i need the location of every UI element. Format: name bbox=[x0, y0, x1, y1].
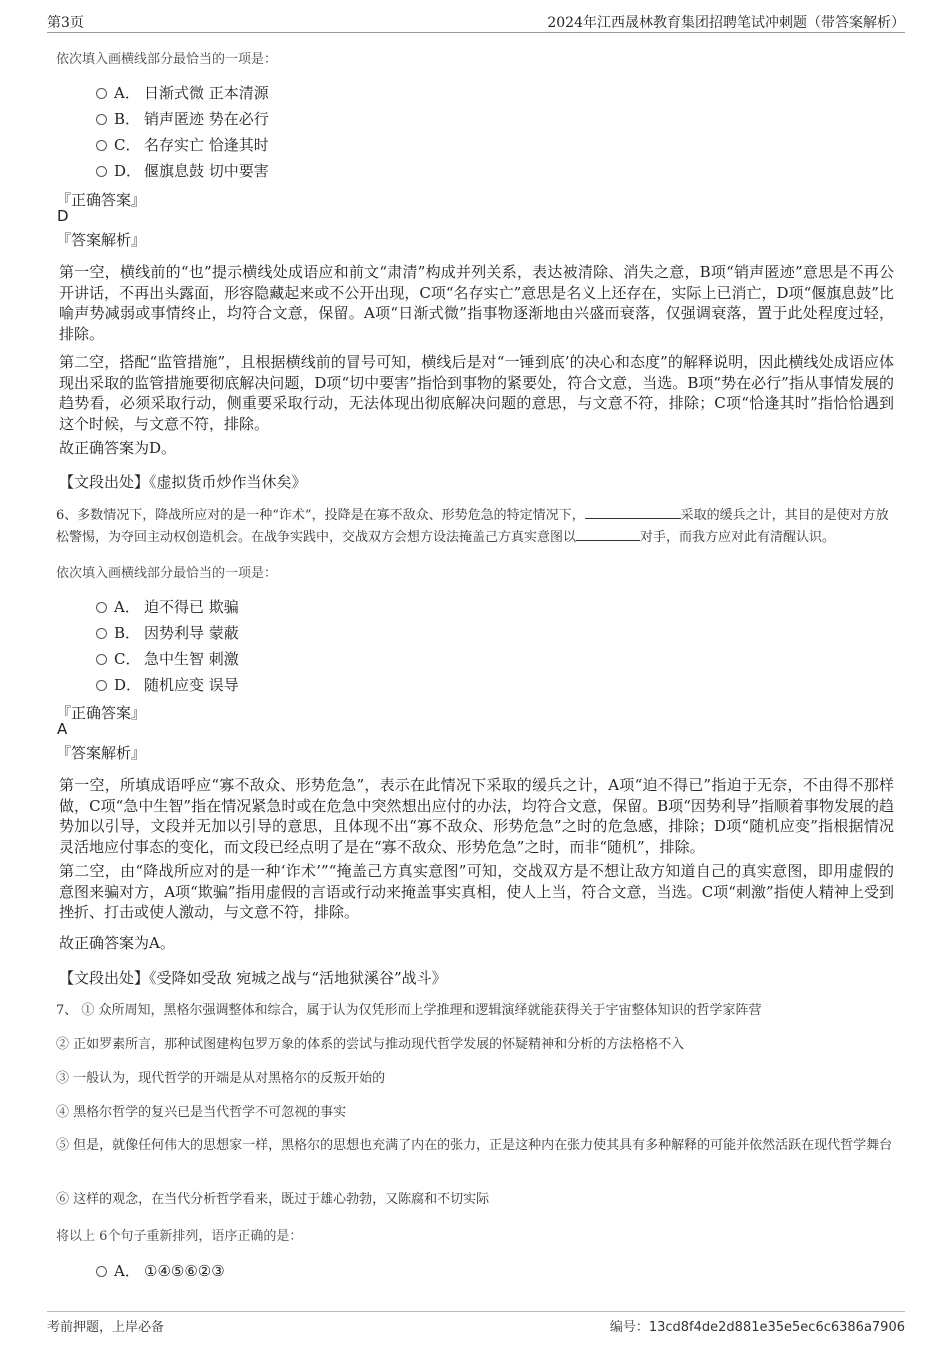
blank-2 bbox=[576, 528, 640, 541]
q5-option-a[interactable]: A． 日渐式微 正本清源 bbox=[96, 82, 269, 104]
q6-answer-label: 『正确答案』 bbox=[56, 704, 147, 722]
q5-option-c[interactable]: C． 名存实亡 恰逢其时 bbox=[96, 134, 269, 156]
q7-option-a[interactable]: A． ①④⑤⑥②③ bbox=[96, 1260, 225, 1282]
q7-sentence-3: ③ 一般认为，现代哲学的开端是从对黑格尔的反叛开始的 bbox=[56, 1071, 386, 1086]
q5-prompt: 依次填入画横线部分最恰当的一项是： bbox=[56, 52, 278, 67]
q5-answer-label: 『正确答案』 bbox=[56, 191, 147, 209]
page-number: 第3页 bbox=[47, 15, 84, 31]
document-code: 编号：13cd8f4de2d881e35e5ec6c6386a7906 bbox=[609, 1320, 905, 1335]
q5-analysis-paragraph-1: 第一空，横线前的“也”提示横线处成语应和前文“肃清”构成并列关系，表达被清除、消失之意，B项“销声匿迹”意思是不再公开讲话，不再出头露面，形容隐藏起来或不公开出现，C项“名存实亡”意思是名义上还存在，实际上已消亡，D项“偃旗息鼓”比喻声势减弱或事情终止，均符合文意，保留。A项“日渐式微”指事物逐渐地由兴盛而衰落，仅强调衰落，置于此处程度过轻，排除。 bbox=[59, 263, 894, 343]
q6-analysis-paragraph-1: 第一空，所填成语呼应“寡不敌众、形势危急”，表示在此情况下采取的缓兵之计，A项“迫不得已”指迫于无奈，不由得不那样做，C项“急中生智”指在情况紧急时或在危急中突然想出应付的办法，均符合文意，保留。B项“因势利导”指顺着事物发展的趋势加以引导，文段并无加以引导的意思，且体现不出“寡不敌众、形势危急”之时的危急感，排除；D项“随机应变”指根据情况灵活地应付事态的变化，而文段已经点明了是在“寡不敌众、形势危急”之时，而非“随机”，排除。 bbox=[59, 776, 894, 856]
document-title: 2024年江西晟林教育集团招聘笔试冲刺题（带答案解析） bbox=[547, 15, 905, 31]
q7-sentence-4: ④ 黑格尔哲学的复兴已是当代哲学不可忽视的事实 bbox=[56, 1105, 347, 1120]
q7-sentence-2: ② 正如罗素所言，那种试图建构包罗万象的体系的尝试与推动现代哲学发展的怀疑精神和分析的方法格格不入 bbox=[56, 1037, 685, 1052]
q7-prompt: 将以上 6个句子重新排列，语序正确的是： bbox=[56, 1229, 303, 1244]
q7-sentence-5: ⑤ 但是，就像任何伟大的思想家一样，黑格尔的思想也充满了内在的张力，正是这种内在张力使其具有多种解释的可能并依然活跃在现代哲学舞台 bbox=[56, 1138, 893, 1153]
q5-source: 【文段出处】《虚拟货币炒作当休矣》 bbox=[59, 473, 307, 491]
radio-icon[interactable] bbox=[96, 654, 107, 665]
page-footer bbox=[47, 1311, 905, 1338]
q6-prompt: 依次填入画横线部分最恰当的一项是： bbox=[56, 566, 278, 581]
q5-option-b[interactable]: B． 销声匿迹 势在必行 bbox=[96, 108, 269, 130]
q6-option-a[interactable]: A． 迫不得已 欺骗 bbox=[96, 596, 239, 618]
blank-1 bbox=[585, 506, 681, 519]
q6-option-c[interactable]: C． 急中生智 刺激 bbox=[96, 648, 239, 670]
q7-sentence-1: 7、 ① 众所周知，黑格尔强调整体和综合，属于认为仅凭形而上学推理和逻辑演绎就能获得关于宇宙整体知识的哲学家阵营 bbox=[56, 1003, 762, 1018]
page-header bbox=[47, 10, 905, 33]
radio-icon[interactable] bbox=[96, 628, 107, 639]
q6-analysis-label: 『答案解析』 bbox=[56, 744, 147, 762]
q5-conclusion: 故正确答案为D。 bbox=[59, 439, 177, 457]
radio-icon[interactable] bbox=[96, 114, 107, 125]
q5-answer: D bbox=[57, 207, 69, 225]
radio-icon[interactable] bbox=[96, 166, 107, 177]
q6-question-text: 6、多数情况下，降战所应对的是一种“诈术”，投降是在寡不敌众、形势危急的特定情况下， 采取的缓兵之计，其目的是使对方放松警惕，为夺回主动权创造机会。在战争实践中，交战双方会想方设法掩盖己方真实意图以 对手，而我方应对此有清醒认识。 bbox=[56, 508, 889, 545]
radio-icon[interactable] bbox=[96, 680, 107, 691]
q6-analysis-paragraph-2: 第二空，由“降战所应对的是一种‘诈术’”“掩盖己方真实意图”可知，交战双方是不想让敌方知道自己的真实意图，即用虚假的意图来骗对方，A项“欺骗”指用虚假的言语或行动来掩盖事实真相，使人上当，符合文意，当选。C项“刺激”指使人精神上受到挫折、打击或使人激动，与文意不符，排除。 bbox=[59, 862, 894, 921]
radio-icon[interactable] bbox=[96, 88, 107, 99]
q6-answer: A bbox=[57, 720, 68, 738]
q6-conclusion: 故正确答案为A。 bbox=[59, 934, 175, 952]
q6-option-d[interactable]: D． 随机应变 误导 bbox=[96, 674, 239, 696]
radio-icon[interactable] bbox=[96, 602, 107, 613]
q6-source: 【文段出处】《受降如受敌 宛城之战与“活地狱溪谷”战斗》 bbox=[59, 969, 447, 987]
q5-analysis-paragraph-2: 第二空，搭配“监管措施”，且根据横线前的冒号可知，横线后是对“一锤到底’的决心和态度”的解释说明，因此横线处成语应体现出采取的监管措施要彻底解决问题，D项“切中要害”指恰到事物的紧要处，符合文意，当选。B项“势在必行”指从事情发展的趋势看，必须采取行动，侧重要采取行动，无法体现出彻底解决问题的意思，与文意不符，排除；C项“恰逢其时”指恰恰遇到这个时候，与文意不符，排除。 bbox=[59, 353, 894, 433]
q5-option-d[interactable]: D． 偃旗息鼓 切中要害 bbox=[96, 160, 269, 182]
q5-analysis-label: 『答案解析』 bbox=[56, 231, 147, 249]
q7-sentence-6: ⑥ 这样的观念，在当代分析哲学看来，既过于雄心勃勃，又陈腐和不切实际 bbox=[56, 1192, 490, 1207]
q6-option-b[interactable]: B． 因势利导 蒙蔽 bbox=[96, 622, 239, 644]
footer-slogan: 考前押题，上岸必备 bbox=[47, 1320, 165, 1335]
radio-icon[interactable] bbox=[96, 1266, 107, 1277]
radio-icon[interactable] bbox=[96, 140, 107, 151]
